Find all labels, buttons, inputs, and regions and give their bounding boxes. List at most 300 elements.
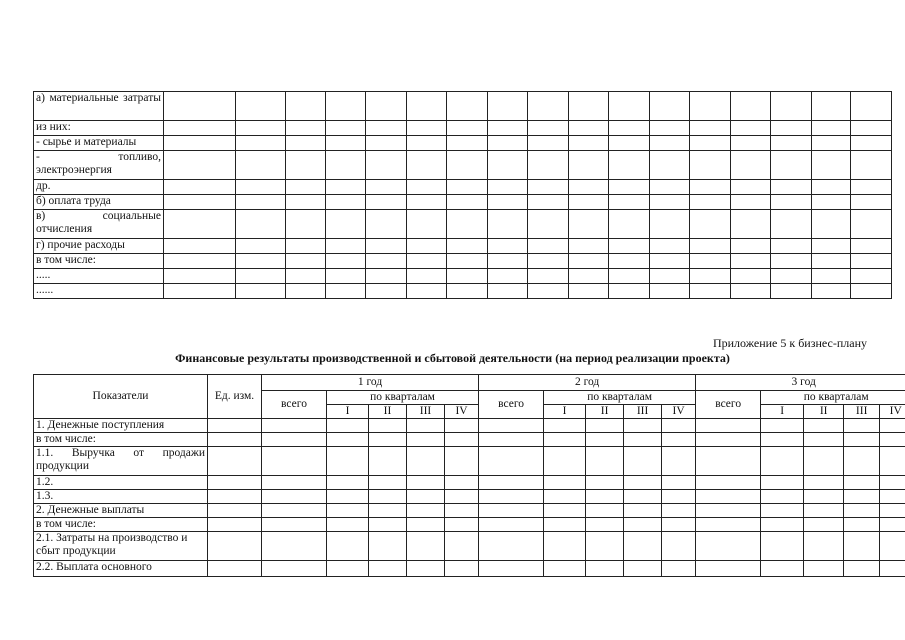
empty-cell [236, 195, 286, 210]
header-unit: Ед. изм. [208, 375, 262, 419]
empty-cell [528, 210, 569, 239]
table-row [34, 561, 905, 577]
empty-cell [880, 518, 905, 532]
empty-cell [528, 180, 569, 195]
empty-cell [286, 151, 326, 180]
empty-cell [761, 419, 804, 433]
empty-cell [844, 419, 880, 433]
empty-cell [804, 419, 844, 433]
empty-cell [690, 92, 731, 121]
empty-cell [650, 180, 690, 195]
empty-cell [569, 284, 609, 299]
empty-cell [445, 433, 479, 447]
empty-cell [447, 195, 488, 210]
empty-cell [851, 180, 892, 195]
empty-cell [761, 433, 804, 447]
empty-cell [286, 239, 326, 254]
empty-cell [812, 239, 851, 254]
header-quarter: IV [445, 405, 479, 419]
empty-cell [369, 490, 407, 504]
empty-cell [812, 136, 851, 151]
empty-cell [650, 269, 690, 284]
row-label: в) социальные отчисления [34, 210, 164, 239]
empty-cell [262, 419, 327, 433]
empty-cell [262, 490, 327, 504]
empty-cell [609, 210, 650, 239]
header-indicators: Показатели [34, 375, 208, 419]
empty-cell [696, 561, 761, 577]
empty-cell [164, 151, 236, 180]
empty-cell [407, 121, 447, 136]
empty-cell [236, 121, 286, 136]
row-label: в том числе: [34, 518, 208, 532]
empty-cell [366, 121, 407, 136]
empty-cell [488, 269, 528, 284]
table-row [34, 284, 892, 299]
table-row [34, 136, 892, 151]
empty-cell [851, 210, 892, 239]
empty-cell [407, 433, 445, 447]
empty-cell [369, 518, 407, 532]
empty-cell [771, 284, 812, 299]
empty-cell [369, 433, 407, 447]
empty-cell [236, 210, 286, 239]
empty-cell [771, 121, 812, 136]
empty-cell [164, 195, 236, 210]
empty-cell [844, 504, 880, 518]
row-label: - топливо, электроэнергия [34, 151, 164, 180]
empty-cell [208, 518, 262, 532]
empty-cell [662, 490, 696, 504]
table-row [34, 195, 892, 210]
empty-cell [445, 476, 479, 490]
empty-cell [650, 136, 690, 151]
empty-cell [479, 490, 544, 504]
row-label: в том числе: [34, 254, 164, 269]
empty-cell [327, 490, 369, 504]
empty-cell [624, 433, 662, 447]
empty-cell [569, 210, 609, 239]
empty-cell [479, 518, 544, 532]
table-row [34, 151, 892, 180]
empty-cell [447, 151, 488, 180]
empty-cell [407, 284, 447, 299]
empty-cell [447, 269, 488, 284]
empty-cell [804, 561, 844, 577]
table-row [34, 504, 905, 518]
empty-cell [690, 210, 731, 239]
empty-cell [586, 504, 624, 518]
empty-cell [366, 284, 407, 299]
empty-cell [447, 210, 488, 239]
empty-cell [771, 239, 812, 254]
header-quarters: по кварталам [327, 391, 479, 405]
row-label: 1.2. [34, 476, 208, 490]
empty-cell [407, 419, 445, 433]
empty-cell [327, 518, 369, 532]
row-label: а) материальные затраты [34, 92, 164, 121]
empty-cell [326, 195, 366, 210]
empty-cell [366, 136, 407, 151]
table-row [34, 490, 905, 504]
empty-cell [804, 490, 844, 504]
empty-cell [236, 151, 286, 180]
empty-cell [690, 151, 731, 180]
empty-cell [528, 195, 569, 210]
empty-cell [851, 254, 892, 269]
empty-cell [609, 195, 650, 210]
empty-cell [844, 476, 880, 490]
empty-cell [586, 419, 624, 433]
empty-cell [569, 151, 609, 180]
empty-cell [880, 447, 905, 476]
header-row-years [34, 375, 905, 391]
empty-cell [812, 180, 851, 195]
empty-cell [286, 254, 326, 269]
empty-cell [326, 151, 366, 180]
empty-cell [609, 284, 650, 299]
row-label: 2.2. Выплата основного [34, 561, 208, 577]
empty-cell [851, 121, 892, 136]
empty-cell [812, 151, 851, 180]
table-row [34, 433, 905, 447]
empty-cell [731, 239, 771, 254]
empty-cell [804, 476, 844, 490]
empty-cell [286, 121, 326, 136]
empty-cell [262, 504, 327, 518]
empty-cell [804, 532, 844, 561]
empty-cell [569, 121, 609, 136]
row-label: 2.1. Затраты на производство и сбыт продукции [34, 532, 208, 561]
header-total: всего [262, 391, 327, 419]
empty-cell [208, 532, 262, 561]
empty-cell [609, 254, 650, 269]
empty-cell [844, 561, 880, 577]
empty-cell [731, 254, 771, 269]
empty-cell [488, 121, 528, 136]
empty-cell [366, 254, 407, 269]
empty-cell [445, 561, 479, 577]
empty-cell [445, 447, 479, 476]
empty-cell [445, 504, 479, 518]
empty-cell [696, 447, 761, 476]
empty-cell [624, 476, 662, 490]
row-label: 1.3. [34, 490, 208, 504]
header-quarter: I [327, 405, 369, 419]
empty-cell [407, 476, 445, 490]
table-row [34, 518, 905, 532]
empty-cell [731, 210, 771, 239]
empty-cell [771, 210, 812, 239]
empty-cell [761, 490, 804, 504]
empty-cell [407, 518, 445, 532]
table-row [34, 92, 892, 121]
header-total: всего [479, 391, 544, 419]
empty-cell [544, 490, 586, 504]
empty-cell [586, 518, 624, 532]
empty-cell [696, 433, 761, 447]
row-label: ...... [34, 284, 164, 299]
empty-cell [366, 195, 407, 210]
empty-cell [761, 518, 804, 532]
empty-cell [844, 518, 880, 532]
empty-cell [544, 518, 586, 532]
empty-cell [624, 419, 662, 433]
empty-cell [569, 195, 609, 210]
empty-cell [479, 433, 544, 447]
table-row [34, 180, 892, 195]
empty-cell [262, 518, 327, 532]
empty-cell [662, 476, 696, 490]
empty-cell [488, 254, 528, 269]
empty-cell [488, 239, 528, 254]
empty-cell [731, 151, 771, 180]
header-quarter: IV [880, 405, 905, 419]
empty-cell [366, 269, 407, 284]
header-quarter: II [369, 405, 407, 419]
empty-cell [690, 239, 731, 254]
table-row [34, 121, 892, 136]
header-year: 1 год [262, 375, 479, 391]
empty-cell [236, 254, 286, 269]
empty-cell [407, 447, 445, 476]
empty-cell [407, 136, 447, 151]
header-quarter: III [844, 405, 880, 419]
empty-cell [236, 92, 286, 121]
empty-cell [208, 476, 262, 490]
empty-cell [771, 151, 812, 180]
empty-cell [586, 532, 624, 561]
empty-cell [609, 269, 650, 284]
empty-cell [528, 254, 569, 269]
header-quarter: I [761, 405, 804, 419]
empty-cell [851, 151, 892, 180]
empty-cell [650, 254, 690, 269]
empty-cell [569, 269, 609, 284]
empty-cell [544, 419, 586, 433]
empty-cell [208, 433, 262, 447]
empty-cell [528, 269, 569, 284]
empty-cell [407, 151, 447, 180]
empty-cell [624, 447, 662, 476]
empty-cell [650, 210, 690, 239]
empty-cell [544, 561, 586, 577]
empty-cell [844, 433, 880, 447]
header-quarters: по кварталам [761, 391, 905, 405]
empty-cell [262, 532, 327, 561]
empty-cell [624, 561, 662, 577]
empty-cell [262, 561, 327, 577]
empty-cell [327, 476, 369, 490]
empty-cell [690, 180, 731, 195]
empty-cell [488, 136, 528, 151]
empty-cell [624, 518, 662, 532]
empty-cell [447, 121, 488, 136]
empty-cell [624, 490, 662, 504]
empty-cell [488, 151, 528, 180]
empty-cell [447, 284, 488, 299]
empty-cell [812, 254, 851, 269]
empty-cell [880, 433, 905, 447]
empty-cell [731, 92, 771, 121]
empty-cell [804, 504, 844, 518]
table-row [34, 419, 905, 433]
empty-cell [761, 532, 804, 561]
empty-cell [327, 447, 369, 476]
empty-cell [236, 284, 286, 299]
empty-cell [208, 490, 262, 504]
empty-cell [366, 239, 407, 254]
empty-cell [326, 269, 366, 284]
empty-cell [851, 269, 892, 284]
row-label: из них: [34, 121, 164, 136]
empty-cell [650, 284, 690, 299]
empty-cell [662, 561, 696, 577]
empty-cell [208, 447, 262, 476]
empty-cell [286, 180, 326, 195]
empty-cell [407, 490, 445, 504]
empty-cell [488, 284, 528, 299]
empty-cell [236, 239, 286, 254]
empty-cell [208, 419, 262, 433]
empty-cell [609, 92, 650, 121]
empty-cell [851, 284, 892, 299]
empty-cell [771, 136, 812, 151]
empty-cell [650, 151, 690, 180]
empty-cell [609, 239, 650, 254]
empty-cell [880, 504, 905, 518]
empty-cell [445, 419, 479, 433]
empty-cell [262, 433, 327, 447]
empty-cell [236, 180, 286, 195]
empty-cell [366, 151, 407, 180]
empty-cell [650, 121, 690, 136]
empty-cell [327, 433, 369, 447]
empty-cell [812, 92, 851, 121]
empty-cell [262, 447, 327, 476]
table-row [34, 239, 892, 254]
empty-cell [586, 447, 624, 476]
empty-cell [208, 561, 262, 577]
row-label: в том числе: [34, 433, 208, 447]
empty-cell [369, 476, 407, 490]
table-row [34, 447, 905, 476]
empty-cell [696, 419, 761, 433]
empty-cell [690, 136, 731, 151]
empty-cell [407, 92, 447, 121]
empty-cell [690, 195, 731, 210]
empty-cell [488, 180, 528, 195]
empty-cell [407, 180, 447, 195]
empty-cell [844, 447, 880, 476]
empty-cell [690, 269, 731, 284]
empty-cell [528, 121, 569, 136]
empty-cell [326, 121, 366, 136]
empty-cell [164, 136, 236, 151]
empty-cell [445, 518, 479, 532]
empty-cell [696, 476, 761, 490]
empty-cell [650, 92, 690, 121]
empty-cell [286, 92, 326, 121]
empty-cell [731, 269, 771, 284]
empty-cell [479, 419, 544, 433]
empty-cell [445, 490, 479, 504]
empty-cell [262, 476, 327, 490]
annex-label: Приложение 5 к бизнес-плану [712, 336, 867, 350]
empty-cell [586, 433, 624, 447]
row-label: 2. Денежные выплаты [34, 504, 208, 518]
empty-cell [624, 532, 662, 561]
row-label: др. [34, 180, 164, 195]
table-row [34, 269, 892, 284]
header-quarter: I [544, 405, 586, 419]
row-label: б) оплата труда [34, 195, 164, 210]
empty-cell [609, 151, 650, 180]
empty-cell [479, 561, 544, 577]
empty-cell [690, 254, 731, 269]
empty-cell [326, 92, 366, 121]
empty-cell [447, 180, 488, 195]
empty-cell [369, 504, 407, 518]
empty-cell [369, 532, 407, 561]
table-row [34, 532, 905, 561]
empty-cell [286, 269, 326, 284]
header-quarters: по кварталам [544, 391, 696, 405]
header-year: 2 год [479, 375, 696, 391]
empty-cell [804, 518, 844, 532]
empty-cell [327, 504, 369, 518]
empty-cell [164, 284, 236, 299]
empty-cell [731, 180, 771, 195]
header-quarter: II [586, 405, 624, 419]
empty-cell [812, 210, 851, 239]
row-label: - сырье и материалы [34, 136, 164, 151]
empty-cell [369, 447, 407, 476]
empty-cell [366, 180, 407, 195]
empty-cell [662, 419, 696, 433]
empty-cell [696, 490, 761, 504]
header-quarter: III [624, 405, 662, 419]
empty-cell [662, 447, 696, 476]
empty-cell [761, 504, 804, 518]
empty-cell [528, 284, 569, 299]
empty-cell [164, 239, 236, 254]
empty-cell [586, 561, 624, 577]
empty-cell [366, 210, 407, 239]
empty-cell [479, 476, 544, 490]
empty-cell [761, 447, 804, 476]
empty-cell [761, 476, 804, 490]
empty-cell [731, 284, 771, 299]
empty-cell [544, 447, 586, 476]
empty-cell [236, 269, 286, 284]
empty-cell [164, 254, 236, 269]
header-year: 3 год [696, 375, 905, 391]
empty-cell [696, 504, 761, 518]
empty-cell [851, 92, 892, 121]
empty-cell [569, 180, 609, 195]
empty-cell [731, 195, 771, 210]
empty-cell [851, 239, 892, 254]
empty-cell [851, 195, 892, 210]
empty-cell [844, 490, 880, 504]
empty-cell [662, 504, 696, 518]
empty-cell [326, 284, 366, 299]
empty-cell [327, 561, 369, 577]
empty-cell [804, 433, 844, 447]
empty-cell [208, 504, 262, 518]
empty-cell [690, 121, 731, 136]
